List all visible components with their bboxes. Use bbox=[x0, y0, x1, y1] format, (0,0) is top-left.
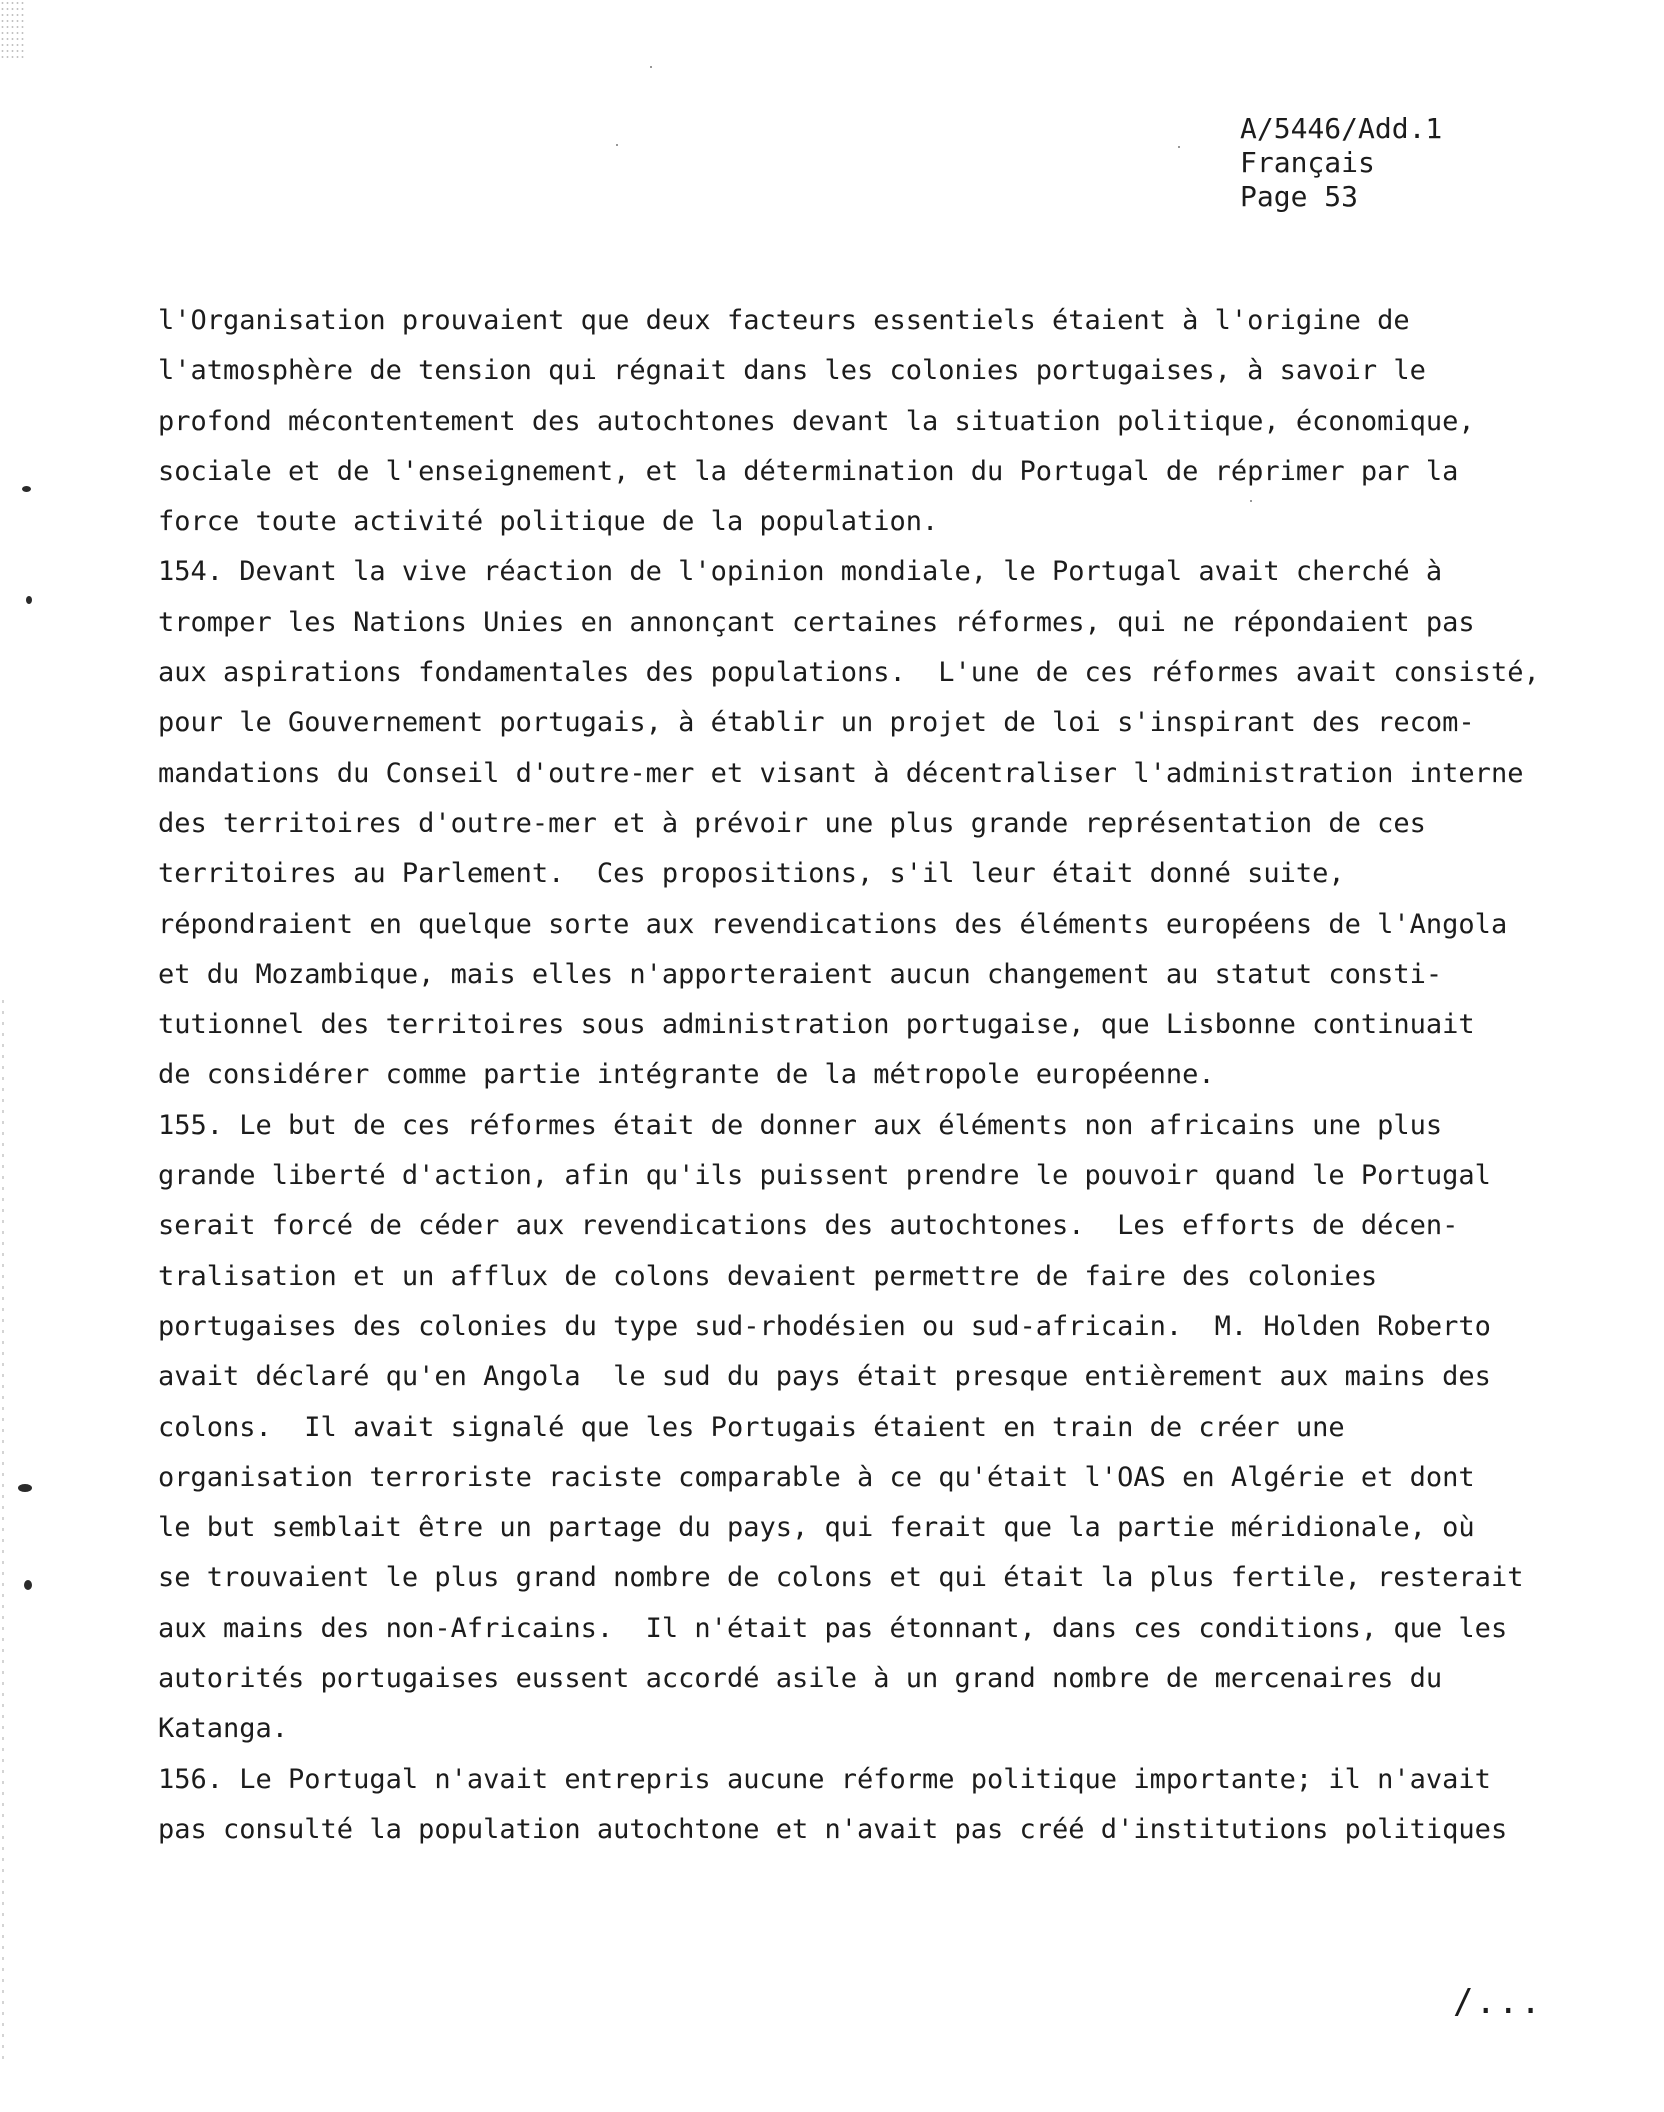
text-line: tromper les Nations Unies en annonçant certaines réformes, qui ne répondaient pas bbox=[158, 606, 1475, 638]
punch-mark bbox=[22, 486, 31, 492]
text-line: tralisation et un afflux de colons devaient permettre de faire des colonies bbox=[158, 1260, 1378, 1292]
text-line: territoires au Parlement. Ces propositions, s'il leur était donné suite, bbox=[158, 858, 1345, 890]
text-line: l'atmosphère de tension qui régnait dans les colonies portugaises, à savoir le bbox=[158, 355, 1426, 387]
text-line: aux mains des non-Africains. Il n'était pas étonnant, dans ces conditions, que les bbox=[158, 1612, 1508, 1644]
scan-edge bbox=[2, 1000, 4, 2060]
scan-speck bbox=[616, 144, 618, 146]
scan-noise bbox=[0, 0, 26, 60]
text-line: se trouvaient le plus grand nombre de colons et qui était la plus fertile, resterait bbox=[158, 1562, 1524, 1594]
punch-mark bbox=[18, 1484, 32, 1492]
text-line: Katanga. bbox=[158, 1713, 289, 1745]
text-line: le but semblait être un partage du pays, qui ferait que la partie méridionale, où bbox=[158, 1512, 1475, 1544]
text-line: grande liberté d'action, afin qu'ils puissent prendre le pouvoir quand le Portugal bbox=[158, 1160, 1491, 1192]
text-line: autorités portugaises eussent accordé asile à un grand nombre de mercenaires du bbox=[158, 1663, 1443, 1695]
text-line: pas consulté la population autochtone et n'avait pas créé d'institutions politiques bbox=[158, 1813, 1508, 1845]
text-line: serait forcé de céder aux revendications des autochtones. Les efforts de décen- bbox=[158, 1210, 1459, 1242]
text-line: colons. Il avait signalé que les Portugais étaient en train de créer une bbox=[158, 1411, 1345, 1443]
text-line: organisation terroriste raciste comparable à ce qu'était l'OAS en Algérie et dont bbox=[158, 1461, 1475, 1493]
paragraph-155-start: 155. Le but de ces réformes était de donner aux éléments non africains une plus bbox=[158, 1109, 1443, 1141]
scan-speck bbox=[1178, 146, 1180, 148]
text-line: l'Organisation prouvaient que deux facteurs essentiels étaient à l'origine de bbox=[158, 305, 1410, 336]
text-line: sociale et de l'enseignement, et la détermination du Portugal de réprimer par la bbox=[158, 455, 1459, 487]
text-line: tutionnel des territoires sous administration portugaise, que Lisbonne continuait bbox=[158, 1009, 1475, 1041]
continuation-marker: /... bbox=[1453, 1982, 1543, 2022]
document-symbol: A/5446/Add.1 bbox=[1240, 112, 1443, 145]
text-line: profond mécontentement des autochtones devant la situation politique, économique, bbox=[158, 405, 1475, 437]
paragraph-156-start: 156. Le Portugal n'avait entrepris aucune réforme politique importante; il n'avait bbox=[158, 1763, 1491, 1795]
paragraph-154-start: 154. Devant la vive réaction de l'opinion mondiale, le Portugal avait cherché à bbox=[158, 556, 1443, 588]
scan-speck bbox=[650, 66, 652, 68]
text-line: de considérer comme partie intégrante de la métropole européenne. bbox=[158, 1059, 1215, 1091]
text-line: aux aspirations fondamentales des populations. L'une de ces réformes avait consisté, bbox=[158, 657, 1540, 689]
punch-mark bbox=[24, 1580, 32, 1590]
text-line: force toute activité politique de la population. bbox=[158, 506, 939, 538]
document-language: Français bbox=[1240, 146, 1375, 179]
text-line: des territoires d'outre-mer et à prévoir une plus grande représentation de ces bbox=[158, 807, 1426, 839]
text-line: mandations du Conseil d'outre-mer et visant à décentraliser l'administration interne bbox=[158, 757, 1524, 789]
punch-mark bbox=[26, 596, 32, 604]
page-number: Page 53 bbox=[1240, 180, 1359, 213]
body-text bbox=[158, 296, 1598, 1855]
text-line: et du Mozambique, mais elles n'apporteraient aucun changement au statut consti- bbox=[158, 958, 1443, 990]
text-line: avait déclaré qu'en Angola le sud du pays était presque entièrement aux mains des bbox=[158, 1361, 1491, 1393]
text-line: portugaises des colonies du type sud-rhodésien ou sud-africain. M. Holden Roberto bbox=[158, 1310, 1491, 1342]
text-line: répondraient en quelque sorte aux revendications des éléments européens de l'Angola bbox=[158, 908, 1508, 940]
document-header bbox=[1240, 112, 1442, 214]
text-line: pour le Gouvernement portugais, à établir un projet de loi s'inspirant des recom- bbox=[158, 707, 1475, 739]
